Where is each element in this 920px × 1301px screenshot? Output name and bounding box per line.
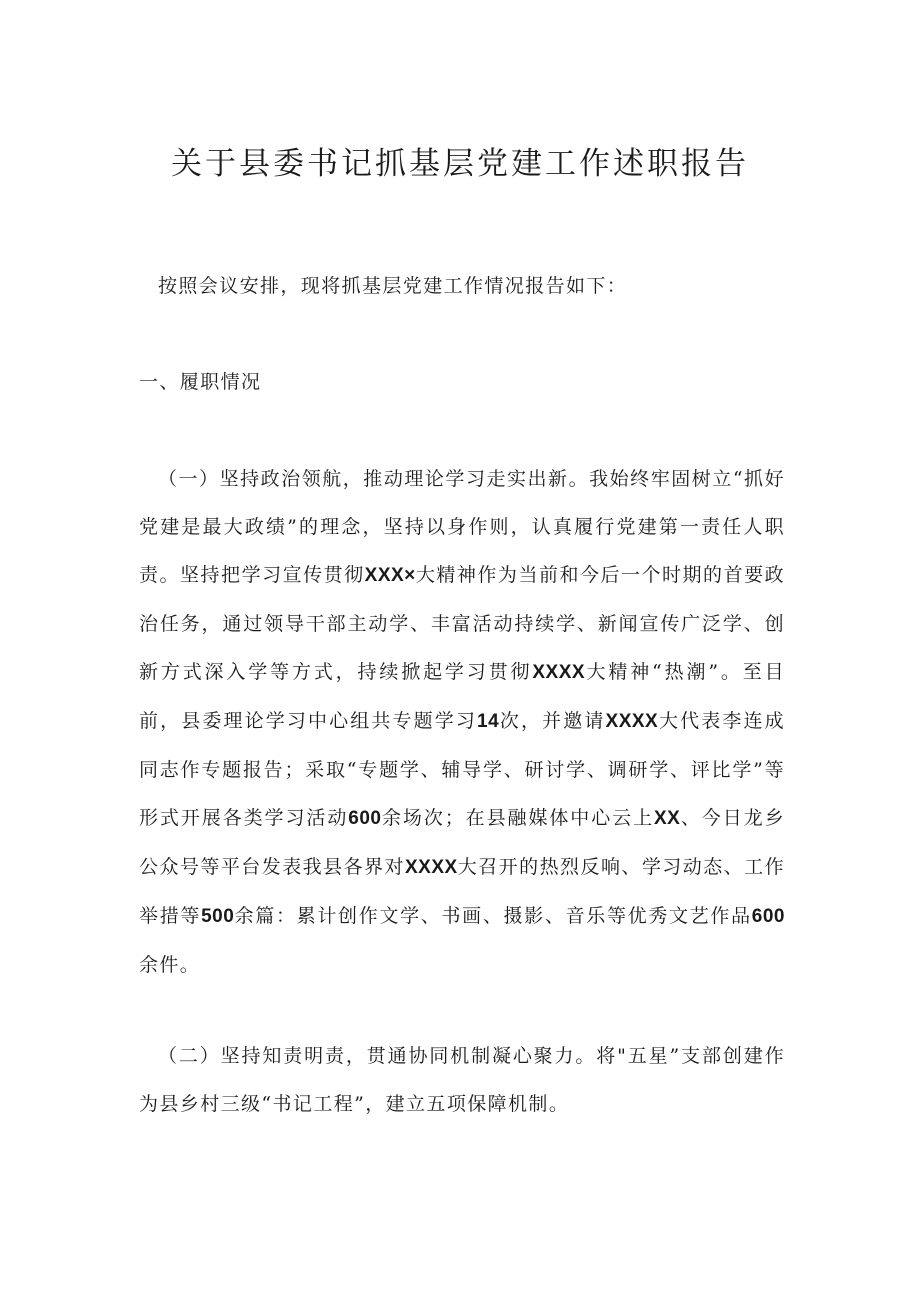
document-title: 关于县委书记抓基层党建工作述职报告 bbox=[171, 146, 749, 182]
number-text: 14 bbox=[477, 711, 500, 732]
intro-paragraph: 按照会议安排，现将抓基层党建工作情况报告如下： bbox=[158, 275, 628, 297]
text-run: 次，并邀请 bbox=[499, 710, 606, 732]
text-run: 大召开的热烈反响、学习动态、工作举措等 bbox=[139, 856, 786, 927]
number-text: 600 bbox=[751, 906, 785, 927]
text-run: 、今日龙乡公众号等平台发表我县各界对 bbox=[139, 807, 785, 878]
placeholder-text: XXX× bbox=[364, 565, 416, 586]
section-heading: 一、履职情况 bbox=[139, 371, 262, 393]
body-paragraph-1 bbox=[139, 455, 785, 989]
placeholder-text: XXXX bbox=[404, 857, 458, 878]
number-text: 600 bbox=[348, 808, 382, 829]
placeholder-text: XXXX bbox=[532, 662, 586, 683]
text-run: 大精神“热潮”。至目前，县委理论学习中心组共专题学习 bbox=[139, 661, 785, 732]
body-paragraph-2: （二）坚持知责明责，贯通协同机制凝心聚力。将"五星”支部创建作为县乡村三级“书记工程”，建立五项保障机制。 bbox=[139, 1045, 785, 1115]
text-run: 大代表李连成同志作专题报告；采取“专题学、辅导学、研讨学、调研学、评比学”等形式开展各类学习活动 bbox=[139, 710, 785, 829]
text-run: 余场次；在县融媒体中心云上 bbox=[381, 807, 654, 829]
text-run: （一）坚持政治领航，推动理论学习走实出新。我始终牢固树立“抓好党建是最大政绩”的理念，坚持以身作则，认真履行党建第一责任人职责。坚持把学习宣传贯彻 bbox=[139, 468, 785, 586]
number-text: 500 bbox=[201, 906, 235, 927]
text-run: 余件。 bbox=[139, 954, 201, 976]
placeholder-text: XX bbox=[654, 808, 681, 829]
placeholder-text: XXXX bbox=[605, 711, 659, 732]
text-run: 大精神作为当前和今后一个时期的首要政治任务，通过领导干部主动学、丰富活动持续学、新闻宣传广泛学、创新方式深入学等方式，持续掀起学习贯彻 bbox=[139, 564, 785, 683]
text-run: 余篇：累计创作文学、书画、摄影、音乐等优秀文艺作品 bbox=[234, 905, 752, 927]
